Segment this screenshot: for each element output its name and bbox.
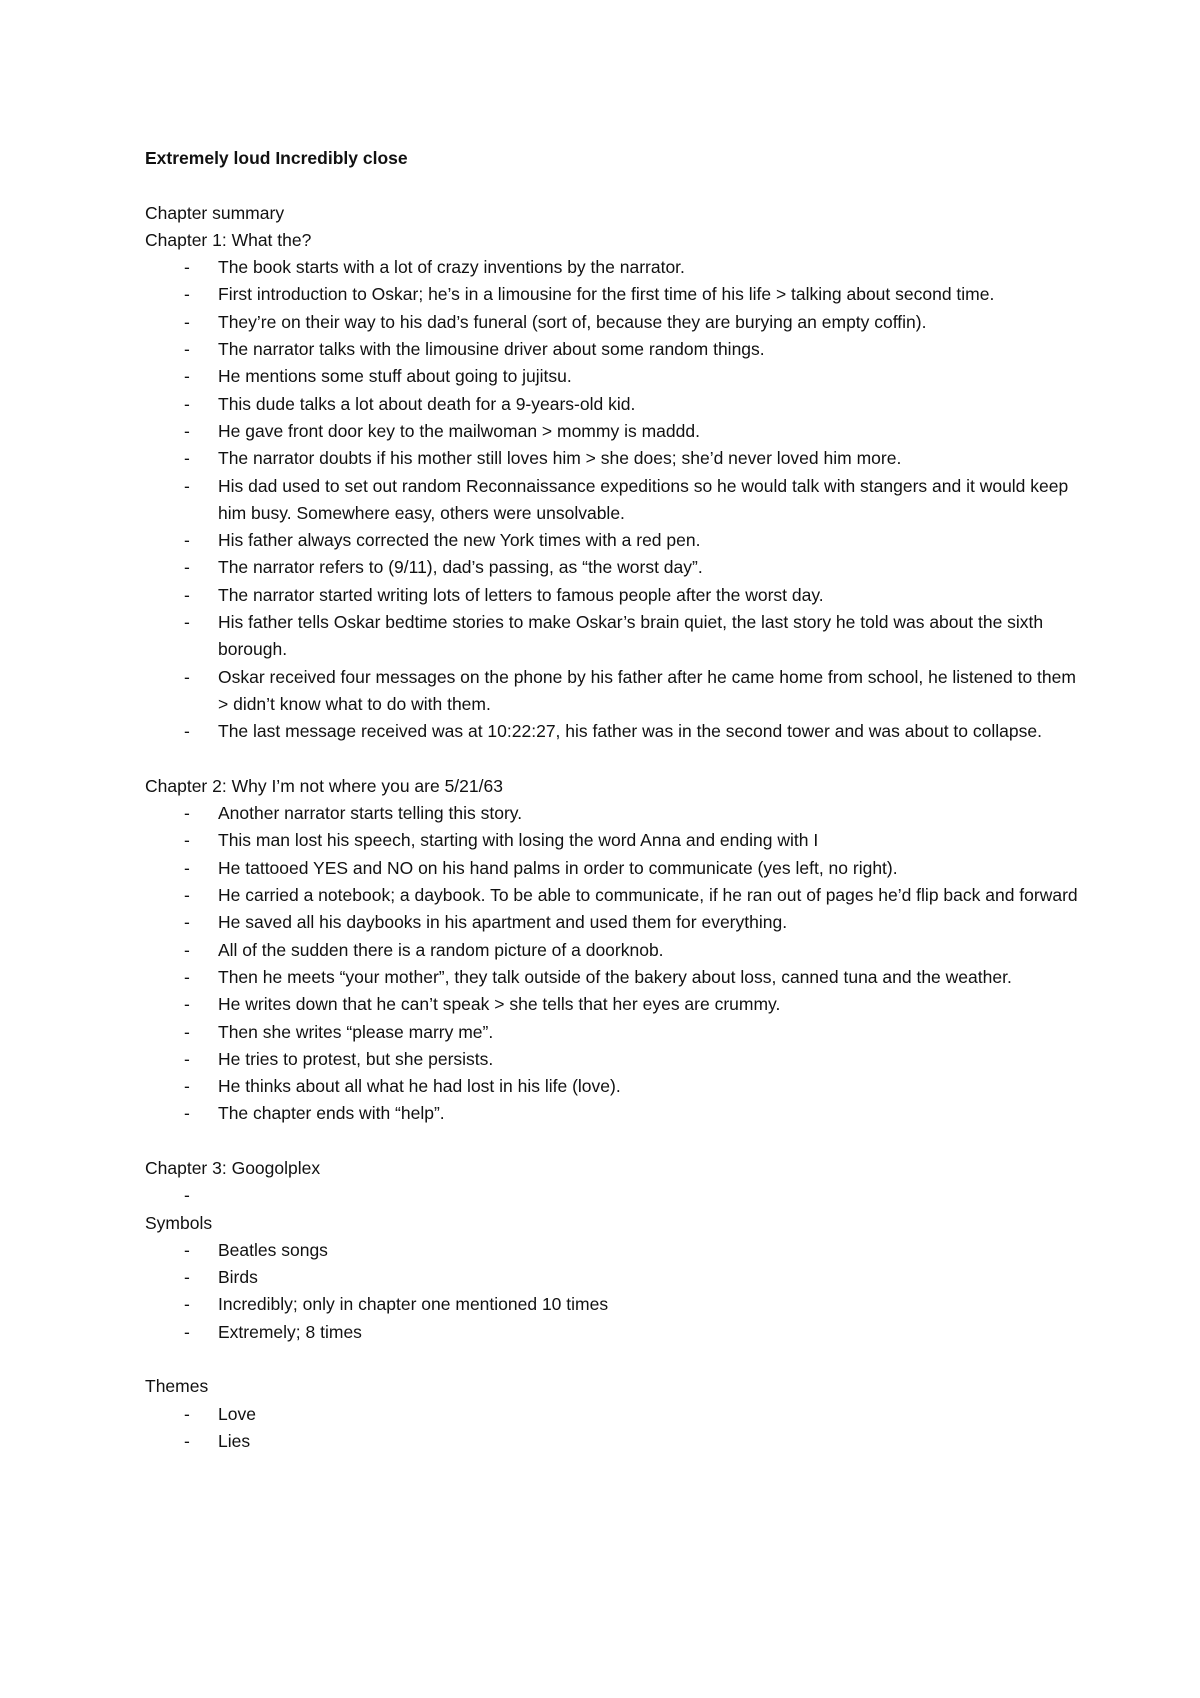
list-item-text: He carried a notebook; a daybook. To be able to communicate, if he ran out of pages he’d flip back and forward [218,885,1078,906]
list-item [145,718,1085,745]
bullet-dash: - [184,803,190,824]
spacer [145,1128,1085,1155]
bullet-dash: - [184,1403,190,1424]
list-item [145,554,1085,581]
bullet-dash: - [184,420,190,441]
list-item [145,1428,1085,1455]
list-item [145,336,1085,363]
list-item [145,582,1085,609]
list-item-text: First introduction to Oskar; he’s in a limousine for the first time of his life > talking about second time. [218,284,995,305]
list-item-text: Another narrator starts telling this story. [218,803,523,824]
list-item-text: His father tells Oskar bedtime stories to make Oskar’s brain quiet, the last story he told was about the sixth borough. [218,612,1044,660]
bullet-dash: - [184,393,190,414]
bullet-dash: - [184,1076,190,1097]
list-item [145,363,1085,390]
bullet-dash: - [184,448,190,469]
chapter1-heading: Chapter 1: What the? [145,229,312,250]
bullet-dash: - [184,1321,190,1342]
bullet-dash: - [184,994,190,1015]
list-item [145,991,1085,1018]
bullet-dash: - [184,1021,190,1042]
bullet-dash: - [184,1267,190,1288]
bullet-dash: - [184,1185,190,1206]
document-page [145,145,1085,1455]
spacer [145,1346,1085,1373]
list-item-text: This dude talks a lot about death for a 9-years-old kid. [218,393,636,414]
list-item-text: His dad used to set out random Reconnaissance expeditions so he would talk with stangers and it would keep him busy. Somewhere easy, others were unsolvable. [218,475,1069,523]
list-item [145,609,1085,664]
symbols-heading: Symbols [145,1212,213,1233]
list-item [145,254,1085,281]
list-item-text: He thinks about all what he had lost in his life (love). [218,1076,621,1097]
list-item-text: Extremely; 8 times [218,1321,362,1342]
list-item [145,1401,1085,1428]
bullet-dash: - [184,584,190,605]
list-item [145,1019,1085,1046]
spacer [145,746,1085,773]
list-item-text: The narrator refers to (9/11), dad’s passing, as “the worst day”. [218,557,703,578]
list-item [145,309,1085,336]
bullet-dash: - [184,666,190,687]
list-item-text: Then he meets “your mother”, they talk outside of the bakery about loss, canned tuna and the weather. [218,966,1012,987]
list-item-text: His father always corrected the new York times with a red pen. [218,530,701,551]
chapter3-heading: Chapter 3: Googolplex [145,1157,321,1178]
list-item-text: The last message received was at 10:22:27, his father was in the second tower and was about to collapse. [218,721,1042,742]
symbols-list [145,1237,1085,1346]
bullet-dash: - [184,1103,190,1124]
list-item-text: Birds [218,1267,258,1288]
themes-heading: Themes [145,1376,209,1397]
list-item [145,800,1085,827]
bullet-dash: - [184,339,190,360]
list-item [145,664,1085,719]
bullet-dash: - [184,366,190,387]
list-item [145,418,1085,445]
themes-list [145,1401,1085,1456]
chapter2-heading: Chapter 2: Why I’m not where you are 5/21/63 [145,775,503,796]
list-item [145,964,1085,991]
list-item-text: The narrator doubts if his mother still loves him > she does; she’d never loved him more. [218,448,902,469]
summary-heading: Chapter summary [145,202,285,223]
bullet-dash: - [184,1430,190,1451]
list-item [145,827,1085,854]
list-item [145,1264,1085,1291]
list-item-text: He mentions some stuff about going to jujitsu. [218,366,572,387]
bullet-dash: - [184,912,190,933]
bullet-dash: - [184,1239,190,1260]
document-title: Extremely loud Incredibly close [145,148,408,168]
list-item [145,882,1085,909]
bullet-dash: - [184,530,190,551]
bullet-dash: - [184,966,190,987]
bullet-dash: - [184,721,190,742]
list-item-text: The narrator talks with the limousine driver about some random things. [218,339,765,360]
list-item-text: Lies [218,1430,251,1451]
list-item [145,1291,1085,1318]
list-item [145,1319,1085,1346]
bullet-dash: - [184,939,190,960]
list-item [145,909,1085,936]
list-item [145,1073,1085,1100]
list-item-text: He tattooed YES and NO on his hand palms in order to communicate (yes left, no right). [218,857,898,878]
list-item-text: All of the sudden there is a random picture of a doorknob. [218,939,664,960]
bullet-dash: - [184,830,190,851]
list-item [145,1182,1085,1209]
bullet-dash: - [184,612,190,633]
list-item-text: This man lost his speech, starting with losing the word Anna and ending with I [218,830,819,851]
list-item-text: Oskar received four messages on the phone by his father after he came home from school, he listened to them > didn’t know what to do with them. [218,666,1076,714]
bullet-dash: - [184,885,190,906]
list-item-text: The chapter ends with “help”. [218,1103,445,1124]
list-item [145,1100,1085,1127]
list-item-text: They’re on their way to his dad’s funeral (sort of, because they are burying an empty coffin). [218,311,927,332]
list-item-text: Then she writes “please marry me”. [218,1021,494,1042]
list-item [145,527,1085,554]
list-item-text: Beatles songs [218,1239,328,1260]
list-item [145,445,1085,472]
list-item-text: Incredibly; only in chapter one mentioned 10 times [218,1294,609,1315]
list-item [145,1046,1085,1073]
list-item-text: He gave front door key to the mailwoman > mommy is maddd. [218,420,700,441]
list-item-text: He writes down that he can’t speak > she tells that her eyes are crummy. [218,994,781,1015]
list-item-text: He tries to protest, but she persists. [218,1048,494,1069]
chapter1-list [145,254,1085,745]
list-item [145,855,1085,882]
bullet-dash: - [184,284,190,305]
list-item [145,391,1085,418]
list-item-text: The book starts with a lot of crazy inventions by the narrator. [218,257,685,278]
bullet-dash: - [184,475,190,496]
bullet-dash: - [184,1048,190,1069]
bullet-dash: - [184,557,190,578]
list-item [145,473,1085,528]
bullet-dash: - [184,311,190,332]
bullet-dash: - [184,1294,190,1315]
list-item-text: He saved all his daybooks in his apartment and used them for everything. [218,912,788,933]
bullet-dash: - [184,257,190,278]
chapter2-list [145,800,1085,1128]
list-item-text: The narrator started writing lots of letters to famous people after the worst day. [218,584,824,605]
bullet-dash: - [184,857,190,878]
chapter3-list [145,1182,1085,1209]
list-item [145,937,1085,964]
list-item [145,1237,1085,1264]
list-item-text: Love [218,1403,256,1424]
list-item [145,281,1085,308]
